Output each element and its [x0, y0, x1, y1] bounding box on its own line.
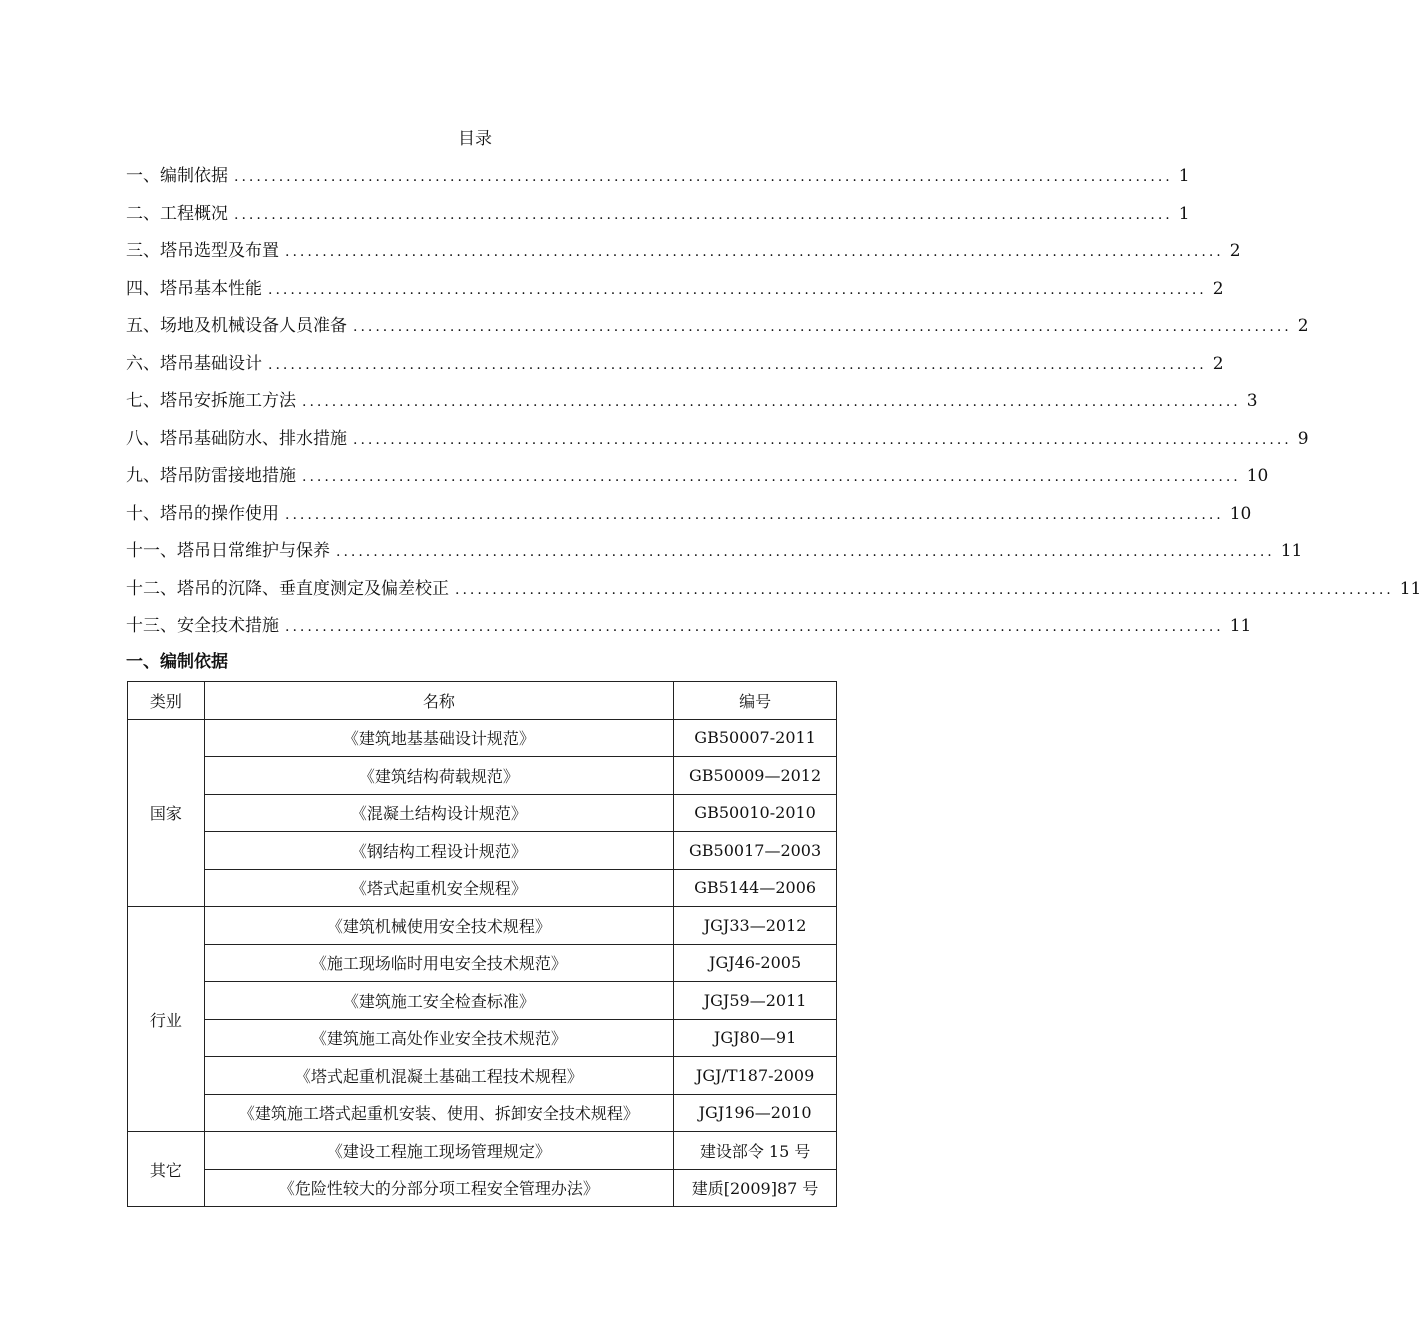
toc-entry[interactable] — [126, 238, 1241, 276]
standard-code: 建质[2009]87 号 — [674, 1169, 837, 1207]
standard-code: GB50017—2003 — [674, 832, 837, 870]
standard-code: JGJ196—2010 — [674, 1094, 837, 1132]
toc-leader-dots: .............................................................................................................................. — [455, 581, 1394, 598]
table-row — [128, 1019, 837, 1057]
standard-name: 《钢结构工程设计规范》 — [204, 832, 673, 870]
standard-name: 《危险性较大的分部分项工程安全管理办法》 — [204, 1169, 673, 1207]
toc-leader-dots: .............................................................................................................................. — [353, 319, 1292, 335]
standard-code: JGJ80—91 — [674, 1019, 837, 1057]
standard-code: JGJ46-2005 — [674, 944, 837, 982]
toc-entry-page: 10 — [1229, 503, 1252, 524]
standard-code: 建设部令 15 号 — [674, 1132, 837, 1170]
standard-code: GB5144—2006 — [674, 869, 837, 907]
table-row — [128, 869, 837, 907]
toc-entry-text: 五、场地及机械设备人员准备 — [126, 316, 347, 336]
toc-entry-text: 十一、塔吊日常维护与保养 — [126, 541, 330, 561]
toc-leader-dots: .............................................................................................................................. — [285, 619, 1224, 635]
toc-leader-dots: .............................................................................................................................. — [336, 544, 1275, 560]
standard-code: GB50007-2011 — [674, 719, 837, 757]
toc-entry[interactable] — [126, 501, 1252, 539]
toc-entry-page: 2 — [1212, 353, 1224, 374]
category-cell: 其它 — [128, 1132, 205, 1207]
toc-entry-page: 2 — [1297, 316, 1309, 336]
section-heading: 一、编制依据 — [126, 652, 228, 672]
table-row — [128, 907, 837, 945]
toc-entry-page: 3 — [1246, 391, 1258, 411]
toc-entry-text: 八、塔吊基础防水、排水措施 — [126, 428, 347, 449]
standard-code: JGJ/T187-2009 — [674, 1057, 837, 1095]
toc-entry[interactable] — [126, 426, 1309, 464]
header-code: 编号 — [674, 682, 837, 720]
standard-name: 《混凝土结构设计规范》 — [204, 794, 673, 832]
toc-entry-text: 十三、安全技术措施 — [126, 616, 279, 636]
toc-entry-text: 四、塔吊基本性能 — [126, 278, 262, 299]
table-row — [128, 944, 837, 982]
table-row — [128, 794, 837, 832]
table-header-row — [128, 682, 837, 720]
toc-entry-text: 三、塔吊选型及布置 — [126, 241, 279, 261]
toc-entry[interactable] — [126, 201, 1190, 239]
standard-name: 《建筑机械使用安全技术规程》 — [204, 907, 673, 945]
toc-entry[interactable] — [126, 463, 1269, 501]
toc-entry-page: 1 — [1178, 203, 1190, 224]
toc-entry-page: 9 — [1297, 428, 1309, 449]
toc-entry[interactable] — [126, 276, 1224, 314]
toc-entry-text: 十、塔吊的操作使用 — [126, 503, 279, 524]
toc-title: 目录 — [458, 129, 492, 149]
standard-code: JGJ59—2011 — [674, 982, 837, 1020]
toc-entry-text: 二、工程概况 — [126, 203, 228, 224]
toc-entry-page: 11 — [1229, 616, 1252, 636]
toc-entry[interactable] — [126, 313, 1309, 351]
standard-code: JGJ33—2012 — [674, 907, 837, 945]
table-row — [128, 832, 837, 870]
table-row — [128, 719, 837, 757]
standard-name: 《建筑地基基础设计规范》 — [204, 719, 673, 757]
header-category: 类别 — [128, 682, 205, 720]
standard-name: 《施工现场临时用电安全技术规范》 — [204, 944, 673, 982]
standard-code: GB50010-2010 — [674, 794, 837, 832]
toc-entry-page: 11 — [1280, 541, 1303, 561]
table-row — [128, 1057, 837, 1095]
toc-leader-dots: .............................................................................................................................. — [302, 469, 1241, 485]
toc-entry-text: 七、塔吊安拆施工方法 — [126, 391, 296, 411]
standard-name: 《建筑施工高处作业安全技术规范》 — [204, 1019, 673, 1057]
category-cell: 行业 — [128, 907, 205, 1132]
toc-entry[interactable] — [126, 163, 1190, 201]
toc-leader-dots: .............................................................................................................................. — [353, 431, 1292, 448]
standard-code: GB50009—2012 — [674, 757, 837, 795]
standard-name: 《塔式起重机混凝土基础工程技术规程》 — [204, 1057, 673, 1095]
toc-entry[interactable] — [126, 613, 1252, 651]
toc-entry[interactable] — [126, 388, 1258, 426]
table-row — [128, 1169, 837, 1207]
toc-entry-page: 1 — [1178, 166, 1190, 186]
header-name: 名称 — [204, 682, 673, 720]
toc-leader-dots: .............................................................................................................................. — [285, 244, 1224, 260]
toc-entry-text: 一、编制依据 — [126, 166, 228, 186]
toc-entry-text: 十二、塔吊的沉降、垂直度测定及偏差校正 — [126, 578, 449, 599]
toc-entry-page: 2 — [1212, 278, 1224, 299]
toc-entry[interactable] — [126, 538, 1303, 576]
table-row — [128, 982, 837, 1020]
toc-leader-dots: .............................................................................................................................. — [234, 206, 1173, 223]
standard-name: 《建筑结构荷载规范》 — [204, 757, 673, 795]
compilation-basis-table — [127, 681, 837, 1207]
toc-entry-text: 六、塔吊基础设计 — [126, 353, 262, 374]
toc-leader-dots: .............................................................................................................................. — [285, 506, 1224, 523]
toc-entry[interactable] — [126, 576, 1421, 614]
toc-entry-text: 九、塔吊防雷接地措施 — [126, 466, 296, 486]
table-row — [128, 1094, 837, 1132]
table-of-contents — [126, 163, 1421, 651]
category-cell: 国家 — [128, 719, 205, 907]
toc-leader-dots: .............................................................................................................................. — [268, 356, 1207, 373]
standard-name: 《塔式起重机安全规程》 — [204, 869, 673, 907]
standard-name: 《建筑施工安全检查标准》 — [204, 982, 673, 1020]
toc-entry-page: 10 — [1246, 466, 1269, 486]
standard-name: 《建设工程施工现场管理规定》 — [204, 1132, 673, 1170]
toc-entry-page: 2 — [1229, 241, 1241, 261]
toc-entry[interactable] — [126, 351, 1224, 389]
toc-entry-page: 11 — [1399, 578, 1421, 599]
table-row — [128, 1132, 837, 1170]
table-row — [128, 757, 837, 795]
toc-leader-dots: .............................................................................................................................. — [268, 281, 1207, 298]
toc-leader-dots: .............................................................................................................................. — [302, 394, 1241, 410]
toc-leader-dots: .............................................................................................................................. — [234, 169, 1173, 185]
standard-name: 《建筑施工塔式起重机安装、使用、拆卸安全技术规程》 — [204, 1094, 673, 1132]
